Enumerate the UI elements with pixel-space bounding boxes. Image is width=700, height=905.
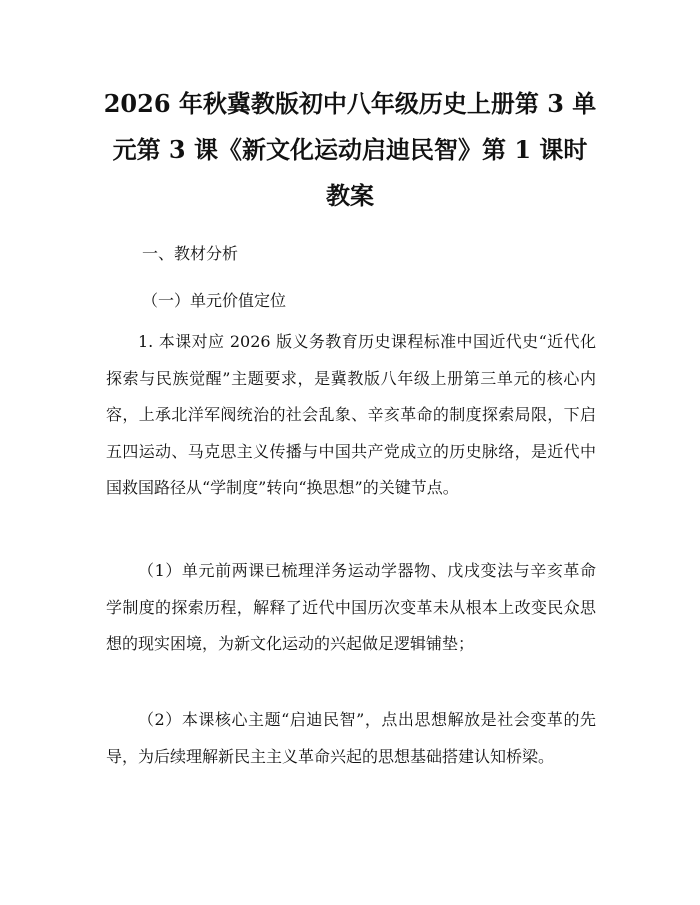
paragraph-3: （2）本课核心主题“启迪民智”，点出思想解放是社会变革的先导，为后续理解新民主主义革命兴起的思想基础搭建认知桥梁。	[106, 710, 596, 766]
document-title-line-3: 教案	[326, 181, 374, 210]
document-title-line-2: 元第 3 课《新文化运动启迪民智》第 1 课时	[112, 135, 588, 164]
section-heading: 一、教材分析	[142, 244, 239, 263]
document-title-line-1: 2026 年秋冀教版初中八年级历史上册第 3 单	[103, 89, 597, 118]
subsection-heading: （一）单元价值定位	[142, 291, 287, 310]
paragraph-2: （1）单元前两课已梳理洋务运动学器物、戊戌变法与辛亥革命学制度的探索历程，解释了近代中国历次变革未从根本上改变民众思想的现实困境，为新文化运动的兴起做足逻辑铺垫；	[106, 561, 596, 653]
paragraph-1: 1. 本课对应 2026 版义务教育历史课程标准中国近代史“近代化探索与民族觉醒”主题要求，是冀教版八年级上册第三单元的核心内容，上承北洋军阀统治的社会乱象、辛亥革命的制度探索局限，下启五四运动、马克思主义传播与中国共产党成立的历史脉络，是近代中国救国路径从“学制度”转向“换思想”的关键节点。	[106, 332, 596, 497]
